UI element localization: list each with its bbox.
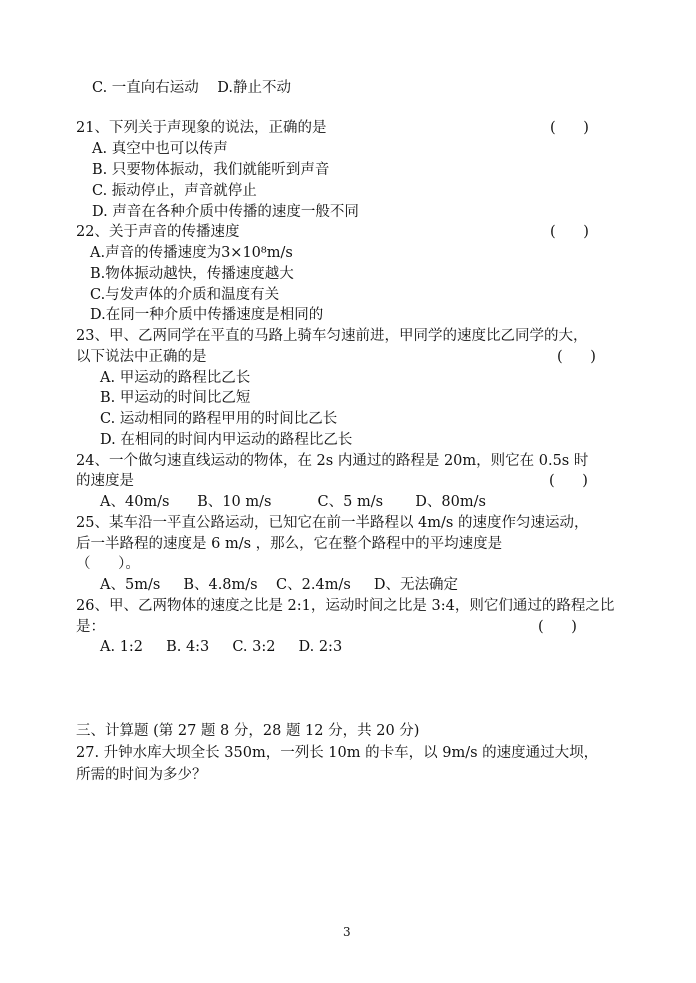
q25-stem-line2: 后一半路程的速度是 6 m/s ，那么，它在整个路程中的平均速度是 <box>76 536 503 552</box>
q24-answer-bracket: ( ) <box>549 473 588 489</box>
q26-options: A. 1:2 B. 4:3 C. 3:2 D. 2:3 <box>100 639 343 655</box>
section-three-heading: 三、计算题 (第 27 题 8 分，28 题 12 分，共 20 分) <box>76 723 420 739</box>
q20-options-cd: C. 一直向右运动 D.静止不动 <box>92 80 291 96</box>
q24-stem-line2: 的速度是 <box>76 473 134 489</box>
q27-stem-line1: 27. 升钟水库大坝全长 350m，一列长 10m 的卡车，以 9m/s 的速度通过大坝， <box>76 745 599 761</box>
q21-stem: 21、下列关于声现象的说法，正确的是 <box>76 120 327 136</box>
q22-option-c: C.与发声体的介质和温度有关 <box>90 287 280 303</box>
q22-option-d: D.在同一种介质中传播速度是相同的 <box>90 307 324 323</box>
q25-stem-line1: 25、某车沿一平直公路运动，已知它在前一半路程以 4m/s 的速度作匀速运动， <box>76 515 589 531</box>
q25-answer-bracket: （ ）。 <box>76 556 140 572</box>
q24-options: A、40m/s B、10 m/s C、5 m/s D、80m/s <box>100 494 486 510</box>
q21-option-a: A. 真空中也可以传声 <box>92 141 228 157</box>
q23-answer-bracket: ( ) <box>557 349 596 365</box>
q23-option-b: B. 甲运动的时间比乙短 <box>100 390 251 406</box>
page-number: 3 <box>343 925 351 939</box>
q21-option-c: C. 振动停止，声音就停止 <box>92 183 257 199</box>
q24-stem-line1: 24、一个做匀速直线运动的物体，在 2s 内通过的路程是 20m，则它在 0.5s 时 <box>76 453 589 469</box>
q23-option-d: D. 在相同的时间内甲运动的路程比乙长 <box>100 432 353 448</box>
q22-option-b: B.物体振动越快，传播速度越大 <box>90 266 294 282</box>
q21-option-d: D. 声音在各种介质中传播的速度一般不同 <box>92 204 359 220</box>
q26-answer-bracket: ( ) <box>538 619 577 635</box>
q21-option-b: B. 只要物体振动，我们就能听到声音 <box>92 162 330 178</box>
q23-option-a: A. 甲运动的路程比乙长 <box>100 370 251 386</box>
q23-option-c: C. 运动相同的路程甲用的时间比乙长 <box>100 411 338 427</box>
q22-option-a: A.声音的传播速度为3×10⁸m/s <box>90 245 293 261</box>
q22-stem: 22、关于声音的传播速度 <box>76 224 240 240</box>
q23-stem-line2: 以下说法中正确的是 <box>76 349 207 365</box>
q27-stem-line2: 所需的时间为多少？ <box>76 767 207 783</box>
q22-answer-bracket: ( ) <box>550 224 589 240</box>
q23-stem-line1: 23、甲、乙两同学在平直的马路上骑车匀速前进，甲同学的速度比乙同学的大， <box>76 328 588 344</box>
q26-stem-line2: 是： <box>76 619 105 635</box>
q21-answer-bracket: ( ) <box>550 120 589 136</box>
q25-options: A、5m/s B、4.8m/s C、2.4m/s D、无法确定 <box>100 577 458 593</box>
q26-stem-line1: 26、甲、乙两物体的速度之比是 2:1，运动时间之比是 3:4，则它们通过的路程之比 <box>76 598 615 614</box>
